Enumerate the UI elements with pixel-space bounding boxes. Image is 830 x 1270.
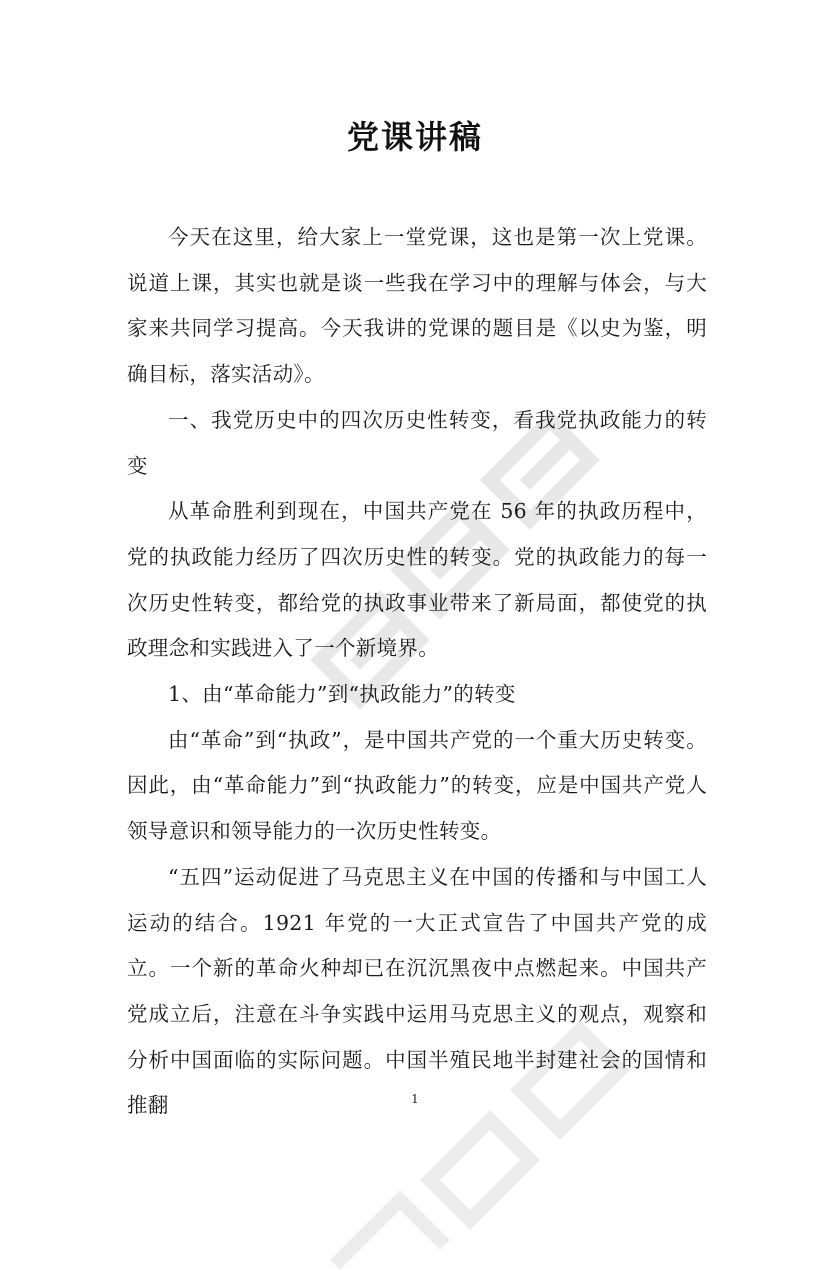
paragraph-section-1: 从革命胜利到现在，中国共产党在 56 年的执政历程中，党的执政能力经历了四次历史性的转变。党的执政能力的每一次历史性转变，都给党的执政事业带来了新局面，都使党的执政理念和实践进入了一个新境界。 [127,499,707,661]
paragraph-intro: 今天在这里，给大家上一堂党课，这也是第一次上党课。说道上课，其实也就是谈一些我在学习中的理解与体会，与大家来共同学习提高。今天我讲的党课的题目是《以史为鉴，明确目标，落实活动》。 [127,225,707,387]
page-title: 党课讲稿 [346,118,483,156]
paragraph-subsection-1: 由“革命”到“执政”，是中国共产党的一个重大历史转变。因此，由“革命能力”到“执政能力”的转变，应是中国共产党人领导意识和领导能力的一次历史性转变。 [127,727,707,844]
document-body [127,215,707,1129]
subsection-heading-1: 1、由“革命能力”到“执政能力”的转变 [168,682,516,707]
section-heading-1: 一、我党历史中的四次历史性转变，看我党执政能力的转变 [127,407,707,478]
page-number: 1 [411,1092,419,1106]
paragraph-may-fourth: “五四”运动促进了马克思主义在中国的传播和与中国工人运动的结合。1921 年党的一大正式宣告了中国共产党的成立。一个新的革命火种却已在沉沉黑夜中点燃起来。中国共产党成立后，注意在斗争实践中运用马克思主义的观点，观察和分析中国面临的实际问题。中国半殖民地半封建社会的国情和推翻 [127,864,707,1118]
